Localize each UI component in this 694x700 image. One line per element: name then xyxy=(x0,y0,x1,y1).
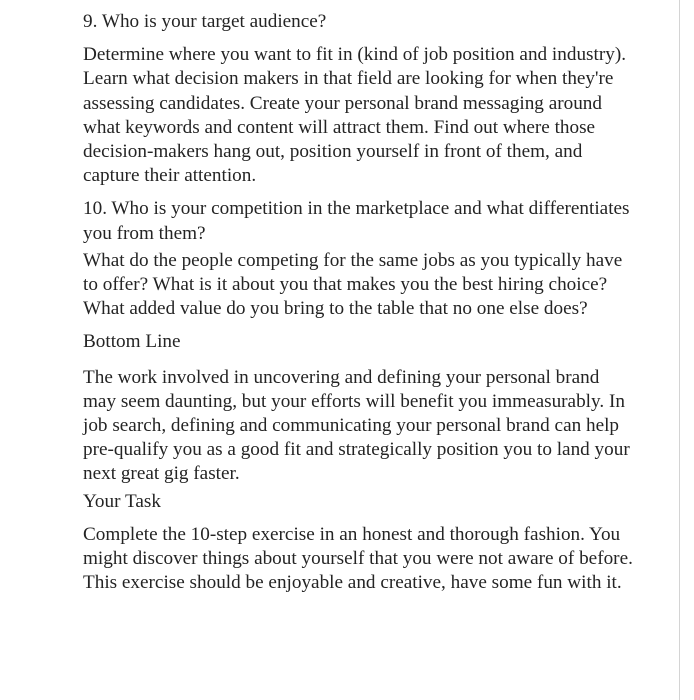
question-10-paragraph: What do the people competing for the same jobs as you typically have to offer? What is it about you that makes you the best hiring choice? What added value do you bring to the table that no one else does? xyxy=(83,249,623,320)
bottom-line-heading: Bottom Line xyxy=(83,331,181,353)
bottom-line-paragraph: The work involved in uncovering and defining your personal brand may seem daunting, but your efforts will benefit you immeasurably. In job search, defining and communicating your personal brand can help pre-qualify you as a good fit and strategically position you to land your next great gig faster. xyxy=(83,366,630,485)
your-task-paragraph: Complete the 10-step exercise in an honest and thorough fashion. You might discover things about yourself that you were not aware of before. This exercise should be enjoyable and creative, have some fun with it. xyxy=(83,523,633,594)
question-10-heading: 10. Who is your competition in the marketplace and what differentiates you from them? xyxy=(83,198,630,244)
right-edge-divider xyxy=(679,0,680,700)
question-9-heading: 9. Who is your target audience? xyxy=(83,11,327,32)
question-9-paragraph: Determine where you want to fit in (kind of job position and industry). Learn what decision makers in that field are looking for when they're assessing candidates. Create your personal brand messaging around what keywords and content will attract them. Find out where those decision-makers hang out, position yourself in front of them, and capture their attention. xyxy=(83,44,627,187)
document-body xyxy=(83,10,635,595)
your-task-heading: Your Task xyxy=(83,490,161,512)
